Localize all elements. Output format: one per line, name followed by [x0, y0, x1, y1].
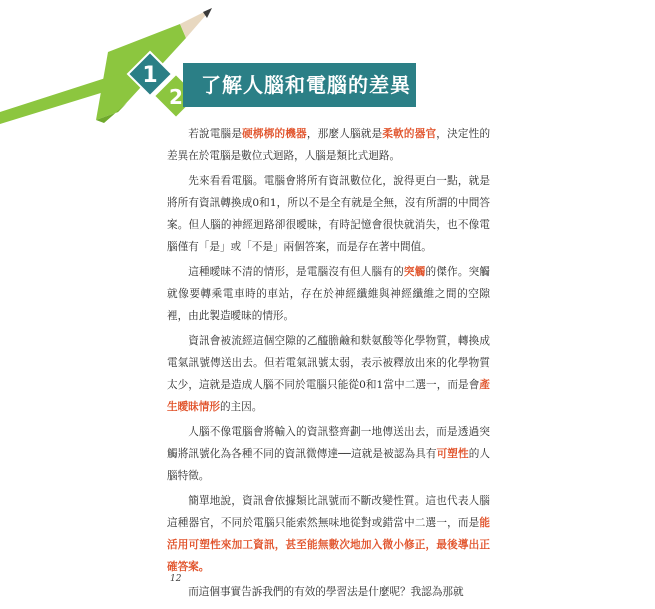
paragraph	[167, 170, 490, 258]
paragraph	[167, 490, 490, 578]
body-span: 資訊會被流經這個空隙的乙醯膽鹼和麩氨酸等化學物質，轉換成電氣訊號傳送出去。但若電氣訊號太弱，表示被釋放出來的化學物質太少，這就是造成人腦不同於電腦只能從0和1當中二選一，而是會	[167, 335, 490, 391]
paragraph	[167, 421, 490, 487]
body-span: 若說電腦是	[188, 128, 243, 140]
chapter-title: 了解人腦和電腦的差異	[183, 63, 416, 107]
highlight-text: 可塑性	[436, 448, 469, 460]
body-span: 的主因。	[219, 401, 263, 413]
number-1-text: 1	[142, 63, 158, 88]
highlight-text: 柔軟的器官	[382, 128, 437, 140]
highlight-text: 硬梆梆的機器	[242, 128, 307, 140]
body-span: 這種曖昧不清的情形，是電腦沒有但人腦有的	[188, 266, 404, 278]
number-2-text: 2	[169, 85, 183, 109]
chapter-header	[0, 0, 655, 120]
body-span: 的傑作。突觸就像要轉乘電車時的車站，存在於神經纖維與神經纖維之間的空隙裡，由此製造曖昧的情形。	[167, 266, 491, 322]
highlight-text: 能活用可塑性來加工資訊，甚至能無數次地加入微小修正，最後導出正確答案。	[167, 517, 490, 573]
body-span: 而這個事實告訴我們的有效的學習法是什麼呢？我認為那就	[188, 586, 464, 598]
paragraph	[167, 123, 490, 167]
body-span: ，那麼人腦就是	[306, 128, 383, 140]
highlight-text: 產生曖昧情形	[167, 379, 490, 413]
body-span: 簡單地說，資訊會依據類比訊號而不斷改變性質。這也代表人腦這種器官，不同於電腦只能索然無味地從對或錯當中二選一，而是	[167, 495, 490, 529]
body-span: 先來看看電腦。電腦會將所有資訊數位化，說得更白一點，就是將所有資訊轉換成0和1，所以不是全有就是全無，沒有所謂的中間答案。但人腦的神經迴路卻很曖昧，有時記憶會很快就消失，也不像電腦僅有「是」或「不是」兩個答案，而是存在著中間值。	[167, 175, 490, 253]
page-number: 12	[170, 574, 182, 584]
paragraph	[167, 261, 490, 327]
paragraph	[167, 330, 490, 418]
body-span: 的人腦特徵。	[167, 448, 490, 482]
paragraph	[167, 581, 490, 603]
body-text	[167, 123, 490, 606]
highlight-text: 突觸	[403, 266, 426, 278]
body-span: ，決定性的差異在於電腦是數位式迴路，人腦是類比式迴路。	[167, 128, 491, 162]
body-span: 人腦不像電腦會將輸入的資訊整齊劃一地傳送出去，而是透過突觸將訊號化為各種不同的資訊微傳達──這就是被認為具有	[167, 426, 490, 460]
